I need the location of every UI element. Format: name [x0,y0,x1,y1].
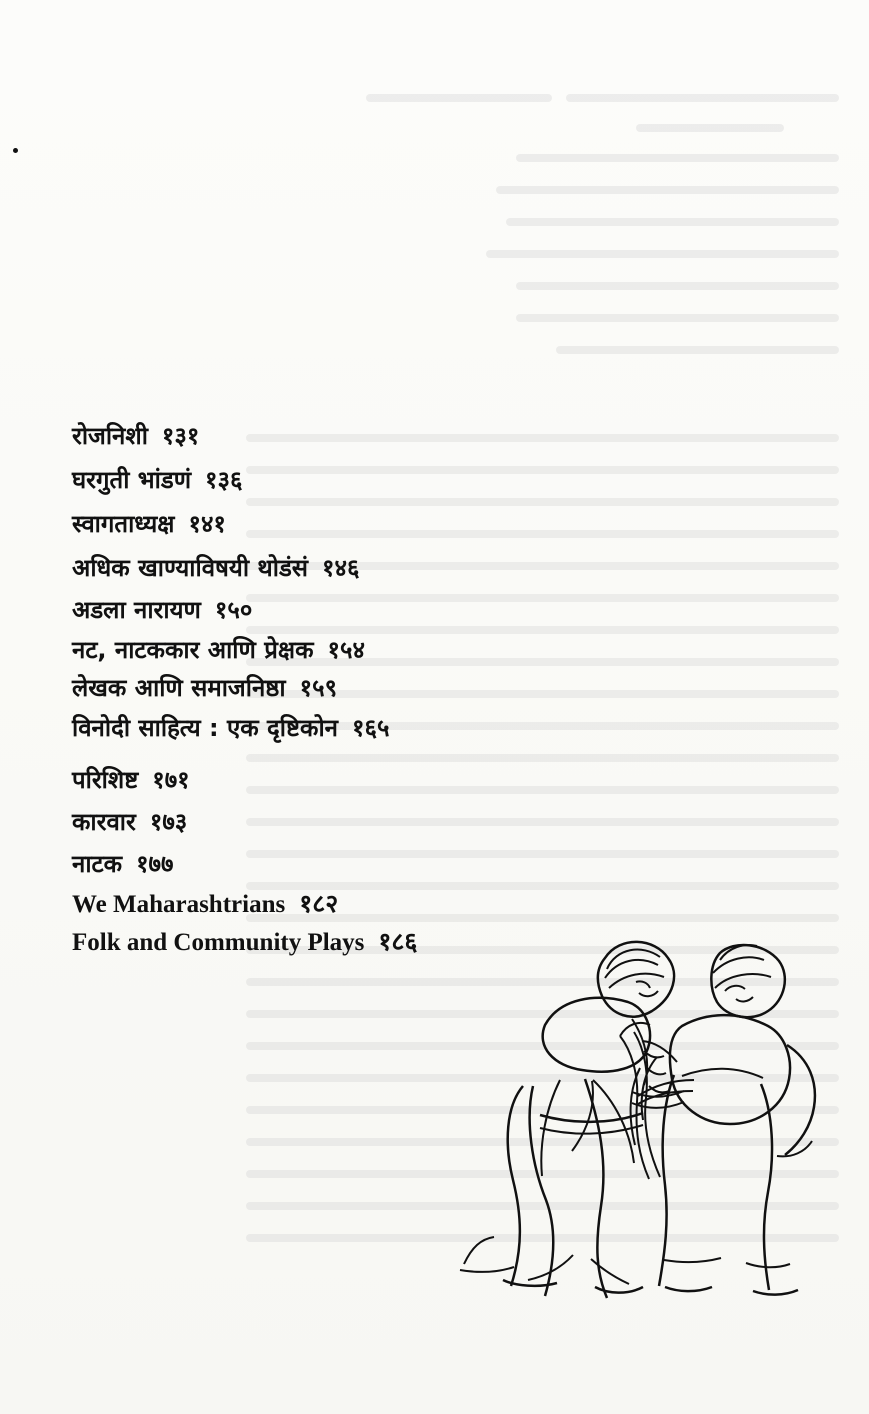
toc-item [72,892,338,917]
toc-item [72,716,389,740]
toc-item [72,512,226,536]
toc-item-title: नट, नाटककार आणि प्रेक्षक [72,636,314,664]
toc-item-page: १६५ [352,714,390,742]
toc-item-title: कारवार [72,808,136,836]
toc-item [72,768,190,792]
toc-item-title: स्वागताध्यक्ष [72,510,175,538]
toc-item-title: लेखक आणि समाजनिष्ठा [72,674,286,702]
toc-item [72,852,174,876]
toc-item-page: १८२ [299,891,339,918]
toc-item-page: १७३ [149,808,188,836]
toc-item [72,556,359,580]
toc-item-title: घरगुती भांडणं [72,466,192,494]
toc-item-page: १४६ [322,554,360,582]
toc-item [72,930,417,955]
toc-item-page: १७१ [152,766,190,794]
toc-item-page: १३६ [205,466,243,494]
toc-item [72,424,199,448]
toc-item-page: १४१ [188,510,226,538]
toc-item-title: नाटक [72,850,123,878]
stray-dot [13,148,18,153]
toc-item-title: रोजनिशी [72,422,148,450]
toc-item-title: Folk and Community Plays [72,929,365,956]
toc-item-title: अधिक खाण्याविषयी थोडंसं [72,554,309,582]
toc-item [72,468,243,492]
toc-item-title: परिशिष्ट [72,766,139,794]
toc-item [72,676,337,700]
toc-item-title: We Maharashtrians [72,891,286,918]
toc-item [72,638,365,662]
toc-item-title: विनोदी साहित्य : एक दृष्टिकोन [72,714,339,742]
toc-item [72,810,187,834]
two-men-cartoon-icon [420,930,850,1320]
toc-item-title: अडला नारायण [72,596,201,624]
toc-item-page: १७७ [136,850,174,878]
toc-item-page: १५० [214,596,253,624]
toc-item-page: १८६ [378,929,418,956]
toc-item [72,598,252,622]
toc-item-page: १३१ [161,422,200,450]
toc-item-page: १५९ [299,674,338,702]
toc-item-page: १५४ [327,636,365,664]
